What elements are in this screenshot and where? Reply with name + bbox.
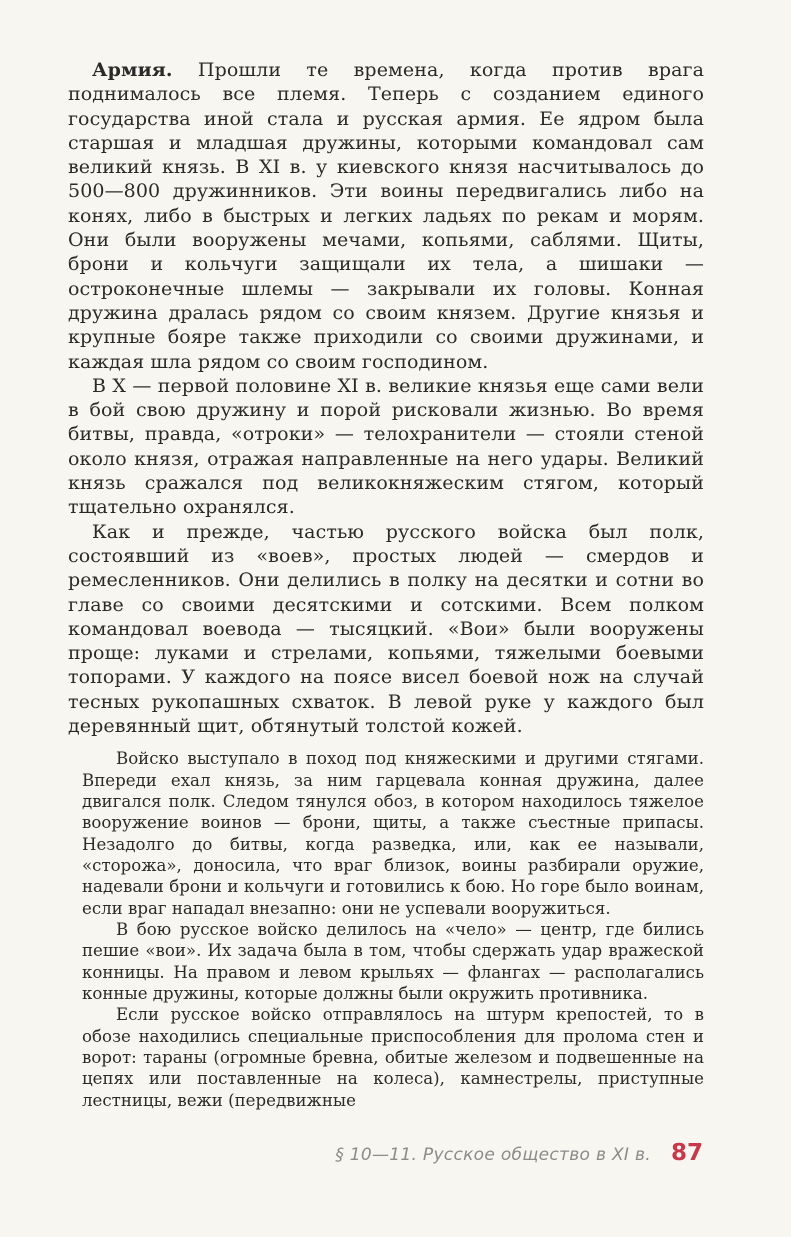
paragraph-army — [68, 58, 704, 374]
extra-reading-block — [68, 748, 704, 1111]
page-number: 87 — [670, 1140, 703, 1166]
paragraph-army-text: Прошли те времена, когда против врага поднималось все племя. Теперь с созданием единого государства иной стала и русская армия. Ее ядром была старшая и младшая дружины, которыми командовал сам великий князь. В XI в. у киевского князя насчитывалось до 500—800 дружинников. Эти воины передвигались либо на конях, либо в быстрых и легких ладьях по рекам и морям. Они были вооружены мечами, копьями, саблями. Щиты, брони и кольчуги защищали их тела, а шишаки — остроконечные шлемы — закрывали их головы. Конная дружина дралась рядом со своим князем. Другие князья и крупные бояре также приходили со своими дружинами, и каждая шла рядом со своим господином. — [68, 59, 704, 373]
extra-paragraph-battle-order: В бою русское войско делилось на «чело» — центр, где бились пешие «вои». Их задача была в том, чтобы сдержать удар вражеской конницы. На правом и левом крыльях — флангах — располагались конные дружины, которые должны были окружить противника. — [82, 920, 704, 1004]
page-footer — [335, 1140, 703, 1166]
paragraph-princes-in-battle: В X — первой половине XI в. великие князья еще сами вели в бой свою дружину и порой рисковали жизнью. Во время битвы, правда, «отроки» — телохранители — стояли стеной около князя, отражая направленные на него удары. Великий князь сражался под великокняжеским стягом, который тщательно охранялся. — [68, 374, 704, 519]
extra-paragraph-campaign: Войско выступало в поход под княжескими и другими стягами. Впереди ехал князь, за ним гарцевала конная дружина, далее двигался полк. Следом тянулся обоз, в котором находилось тяжелое вооружение воинов — брони, щиты, а также съестные припасы. Незадолго до битвы, когда разведка, или, как ее называли, «сторожа», доносила, что враг близок, воины разбирали оружие, надевали брони и кольчуги и готовились к бою. Но горе было воинам, если враг нападал внезапно: они не успевали вооружиться. — [82, 749, 704, 918]
page-content — [68, 58, 704, 1111]
extra-paragraph-siege: Если русское войско отправлялось на штурм крепостей, то в обозе находились специальные приспособления для пролома стен и ворот: тараны (огромные бревна, обитые железом и подвешенные на цепях или поставленные на колеса), камнестрелы, приступные лестницы, вежи (передвижные — [82, 1005, 704, 1110]
paragraph-regiment: Как и прежде, частью русского войска был полк, состоявший из «воев», простых людей — смердов и ремесленников. Они делились в полку на десятки и сотни во главе со своими десятскими и сотскими. Всем полком командовал воевода — тысяцкий. «Вои» были вооружены проще: луками и стрелами, копьями, тяжелыми боевыми топорами. У каждого на поясе висел боевой нож на случай тесных рукопашных схваток. В левой руке у каждого был деревянный щит, обтянутый толстой кожей. — [68, 520, 704, 738]
paragraph-lead-term: Армия. — [92, 59, 173, 81]
main-text — [68, 58, 704, 738]
running-footer-title: § 10—11. Русское общество в XI в. — [335, 1145, 651, 1165]
